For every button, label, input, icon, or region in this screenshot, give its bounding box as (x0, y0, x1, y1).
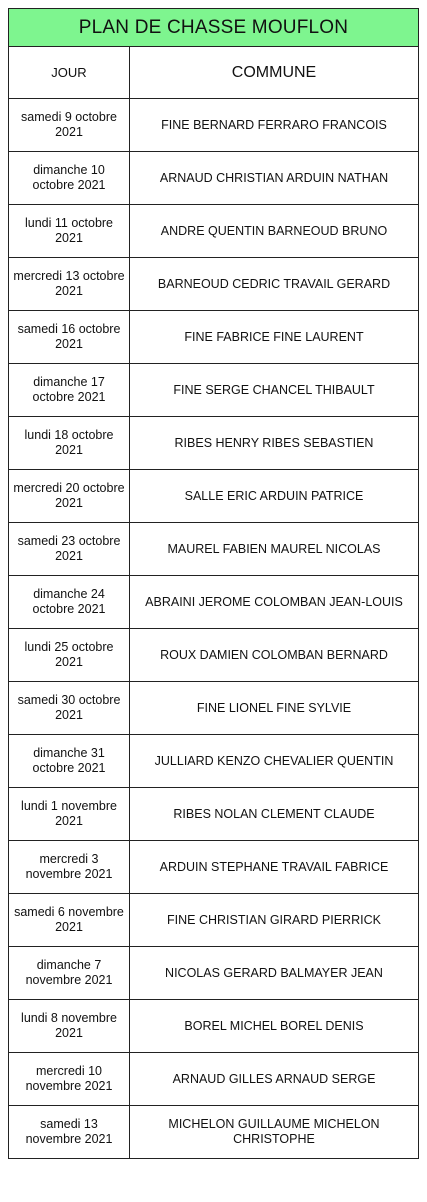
table-body (9, 99, 419, 1159)
day-cell: lundi 18 octobre 2021 (9, 417, 130, 470)
names-cell: RIBES HENRY RIBES SEBASTIEN (130, 417, 419, 470)
day-cell: dimanche 17 octobre 2021 (9, 364, 130, 417)
day-cell: samedi 9 octobre 2021 (9, 99, 130, 152)
names-cell: JULLIARD KENZO CHEVALIER QUENTIN (130, 735, 419, 788)
day-cell: mercredi 13 octobre 2021 (9, 258, 130, 311)
names-cell: ARDUIN STEPHANE TRAVAIL FABRICE (130, 841, 419, 894)
table-row (9, 152, 419, 205)
table-row (9, 311, 419, 364)
names-cell: ROUX DAMIEN COLOMBAN BERNARD (130, 629, 419, 682)
table-row (9, 1053, 419, 1106)
day-cell: dimanche 31 octobre 2021 (9, 735, 130, 788)
names-cell: BOREL MICHEL BOREL DENIS (130, 1000, 419, 1053)
day-cell: dimanche 7 novembre 2021 (9, 947, 130, 1000)
table-row (9, 841, 419, 894)
table-row (9, 947, 419, 1000)
names-cell: SALLE ERIC ARDUIN PATRICE (130, 470, 419, 523)
table-row (9, 894, 419, 947)
names-cell: FINE LIONEL FINE SYLVIE (130, 682, 419, 735)
table-row (9, 417, 419, 470)
day-cell: mercredi 3 novembre 2021 (9, 841, 130, 894)
names-cell: FINE BERNARD FERRARO FRANCOIS (130, 99, 419, 152)
day-cell: lundi 8 novembre 2021 (9, 1000, 130, 1053)
table-row (9, 735, 419, 788)
day-cell: mercredi 10 novembre 2021 (9, 1053, 130, 1106)
hunting-plan-table (8, 8, 419, 1159)
names-cell: FINE CHRISTIAN GIRARD PIERRICK (130, 894, 419, 947)
day-cell: dimanche 24 octobre 2021 (9, 576, 130, 629)
names-cell: MICHELON GUILLAUME MICHELON CHRISTOPHE (130, 1106, 419, 1159)
names-cell: MAUREL FABIEN MAUREL NICOLAS (130, 523, 419, 576)
table-row (9, 576, 419, 629)
day-cell: samedi 23 octobre 2021 (9, 523, 130, 576)
day-cell: lundi 25 octobre 2021 (9, 629, 130, 682)
names-cell: NICOLAS GERARD BALMAYER JEAN (130, 947, 419, 1000)
table-row (9, 629, 419, 682)
table-row (9, 788, 419, 841)
table-row (9, 470, 419, 523)
day-cell: samedi 16 octobre 2021 (9, 311, 130, 364)
table-row (9, 205, 419, 258)
table-row (9, 523, 419, 576)
table-row (9, 258, 419, 311)
names-cell: FINE FABRICE FINE LAURENT (130, 311, 419, 364)
day-cell: samedi 13 novembre 2021 (9, 1106, 130, 1159)
table-row (9, 1106, 419, 1159)
names-cell: ARNAUD GILLES ARNAUD SERGE (130, 1053, 419, 1106)
names-cell: ARNAUD CHRISTIAN ARDUIN NATHAN (130, 152, 419, 205)
names-cell: BARNEOUD CEDRIC TRAVAIL GERARD (130, 258, 419, 311)
day-cell: dimanche 10 octobre 2021 (9, 152, 130, 205)
day-cell: samedi 6 novembre 2021 (9, 894, 130, 947)
table-row (9, 682, 419, 735)
names-cell: RIBES NOLAN CLEMENT CLAUDE (130, 788, 419, 841)
day-cell: mercredi 20 octobre 2021 (9, 470, 130, 523)
table-row (9, 1000, 419, 1053)
column-header-names: COMMUNE (130, 47, 419, 99)
day-cell: lundi 11 octobre 2021 (9, 205, 130, 258)
table-row (9, 99, 419, 152)
day-cell: lundi 1 novembre 2021 (9, 788, 130, 841)
names-cell: FINE SERGE CHANCEL THIBAULT (130, 364, 419, 417)
table-row (9, 364, 419, 417)
day-cell: samedi 30 octobre 2021 (9, 682, 130, 735)
names-cell: ANDRE QUENTIN BARNEOUD BRUNO (130, 205, 419, 258)
names-cell: ABRAINI JEROME COLOMBAN JEAN-LOUIS (130, 576, 419, 629)
column-header-day: JOUR (9, 47, 130, 99)
table-title: PLAN DE CHASSE MOUFLON (9, 9, 419, 47)
